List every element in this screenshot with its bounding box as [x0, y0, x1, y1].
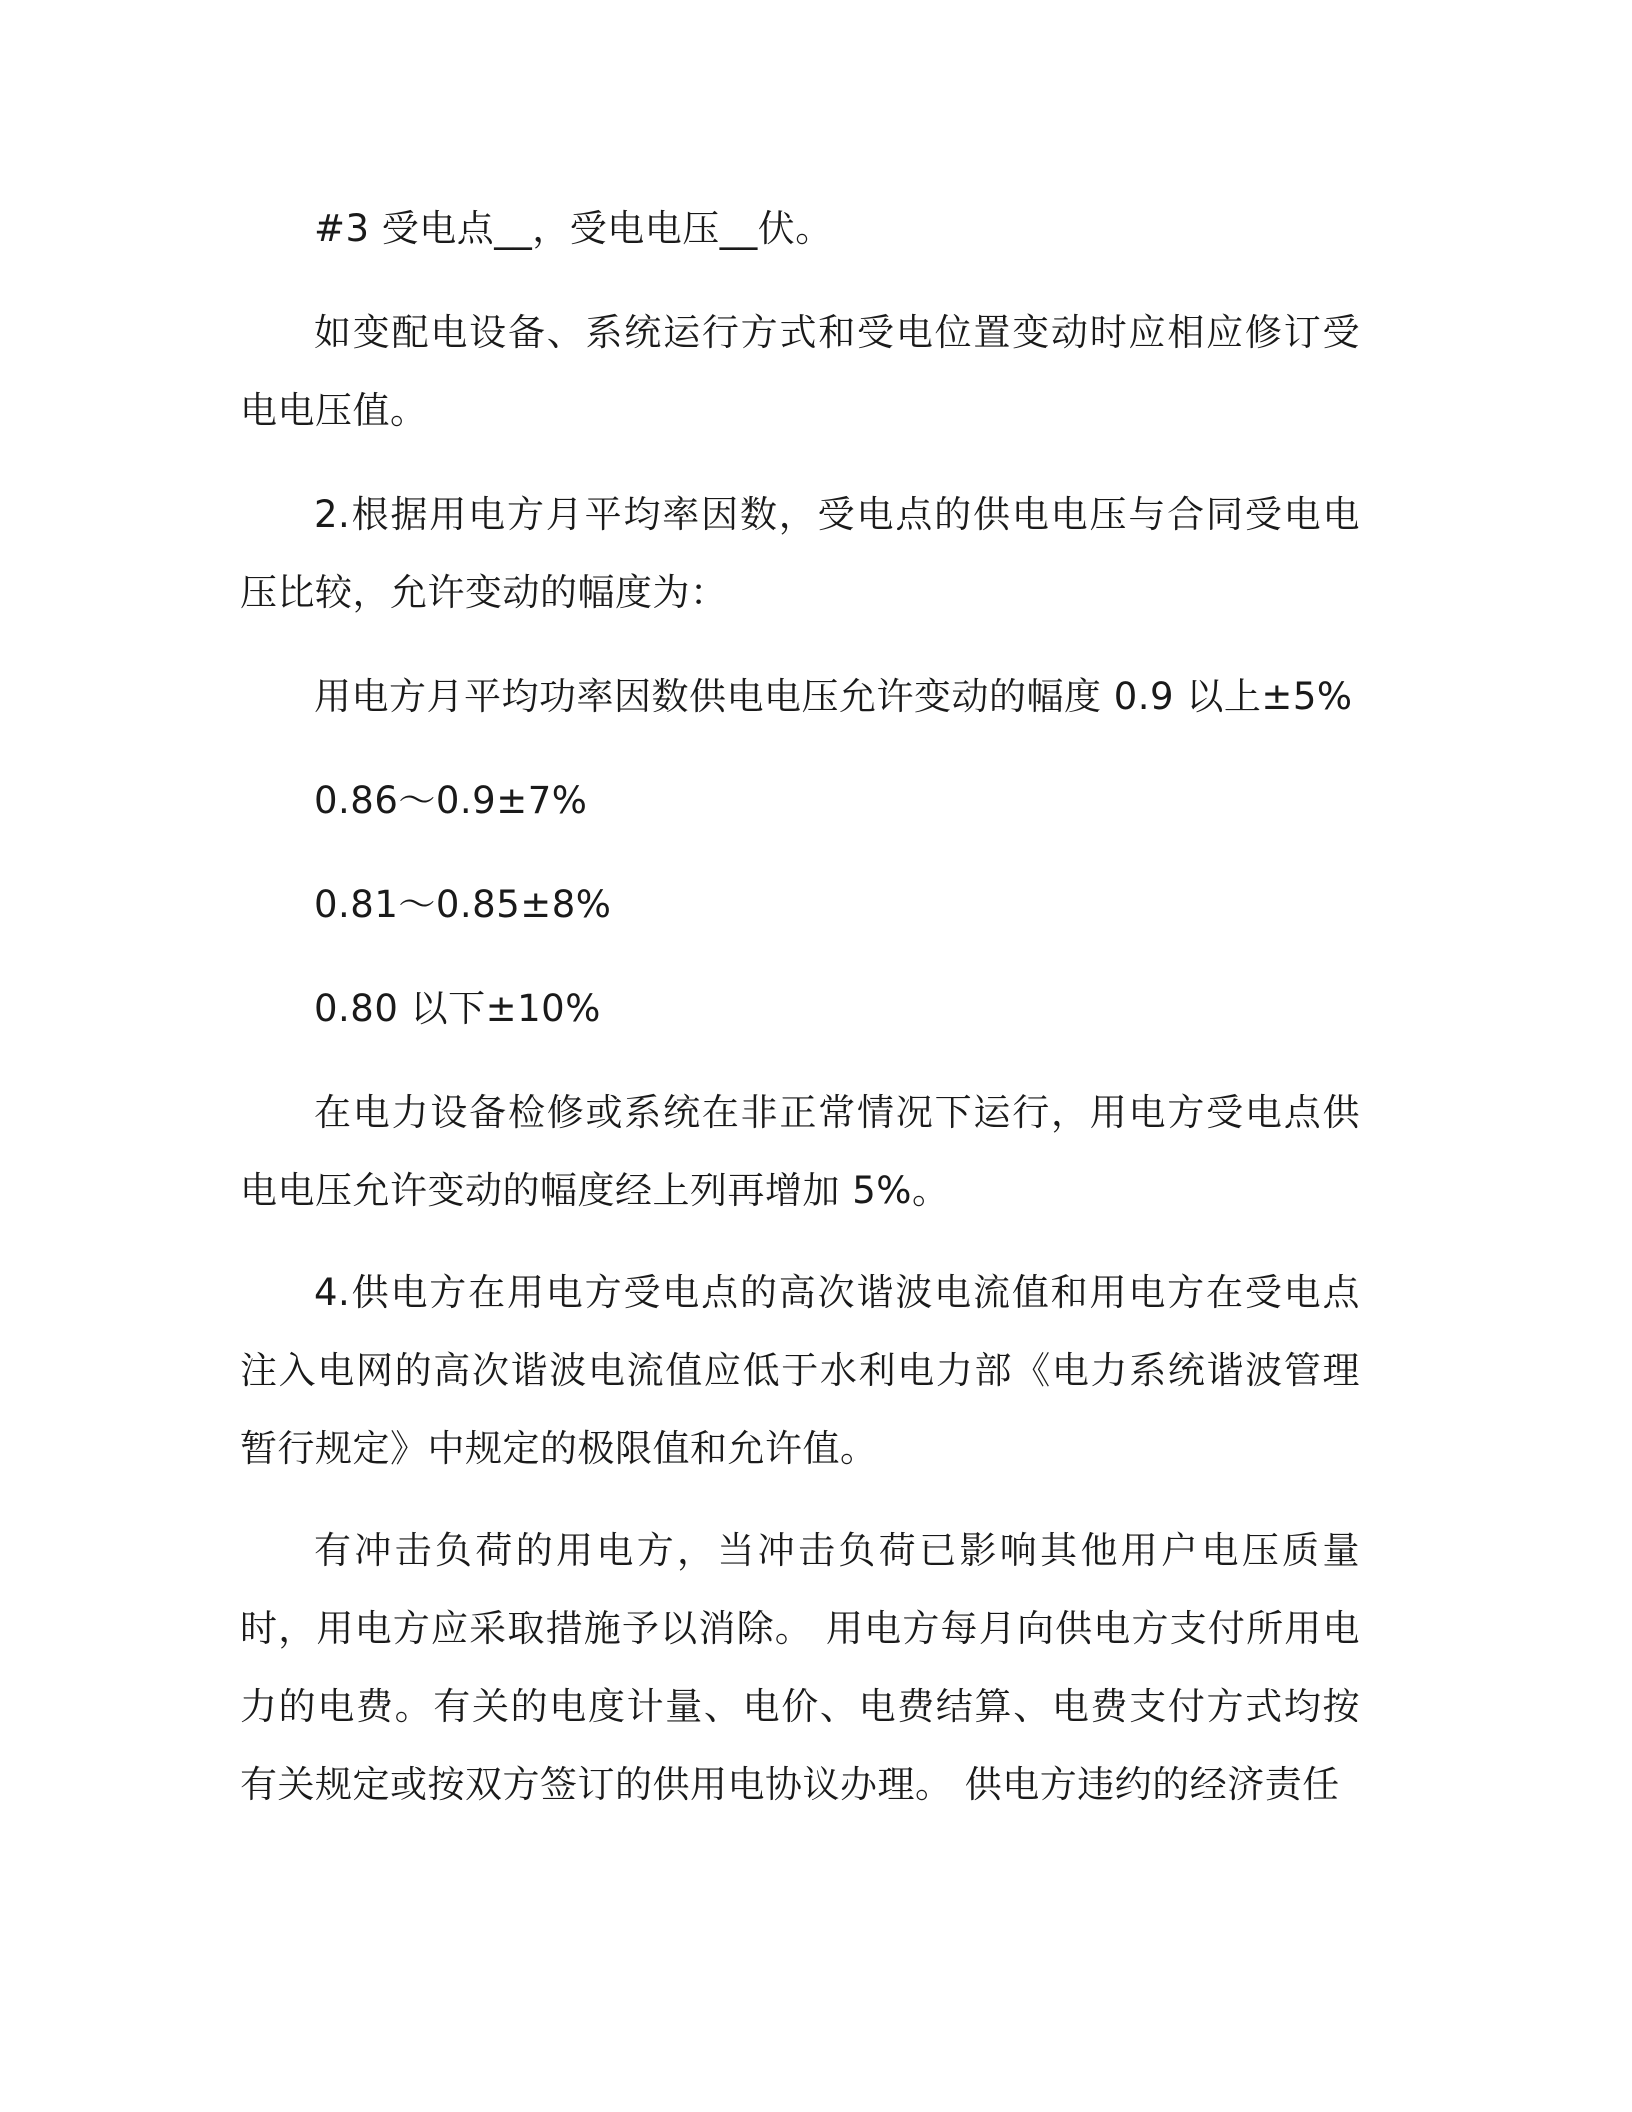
- paragraph-range-086-09: 0.86～0.9±7%: [314, 779, 588, 822]
- document-body: [240, 190, 1360, 1824]
- paragraph-maintenance: 在电力设备检修或系统在非正常情况下运行，用电方受电点供电电压允许变动的幅度经上列再增加 5%。: [240, 1091, 1360, 1212]
- paragraph-range-081-085: 0.81～0.85±8%: [314, 883, 612, 926]
- paragraph-receiving-point: #3 受电点__，受电电压__伏。: [314, 207, 833, 250]
- paragraph-range-080-below: 0.80 以下±10%: [314, 987, 601, 1030]
- paragraph-harmonics: 4.供电方在用电方受电点的高次谐波电流值和用电方在受电点注入电网的高次谐波电流值应低于水利电力部《电力系统谐波管理暂行规定》中规定的极限值和允许值。: [240, 1271, 1360, 1470]
- paragraph-impact-load: 有冲击负荷的用电方，当冲击负荷已影响其他用户电压质量时，用电方应采取措施予以消除。 用电方每月向供电方支付所用电力的电费。有关的电度计量、电价、电费结算、电费支付方式均按有关规定或按双方签订的供用电协议办理。 供电方违约的经济责任: [240, 1529, 1360, 1806]
- paragraph-voltage-revision: 如变配电设备、系统运行方式和受电位置变动时应相应修订受电电压值。: [240, 311, 1360, 432]
- paragraph-allowed-variation: 2.根据用电方月平均率因数，受电点的供电电压与合同受电电压比较，允许变动的幅度为：: [240, 493, 1360, 614]
- paragraph-power-factor-header: 用电方月平均功率因数供电电压允许变动的幅度 0.9 以上±5%: [314, 675, 1353, 718]
